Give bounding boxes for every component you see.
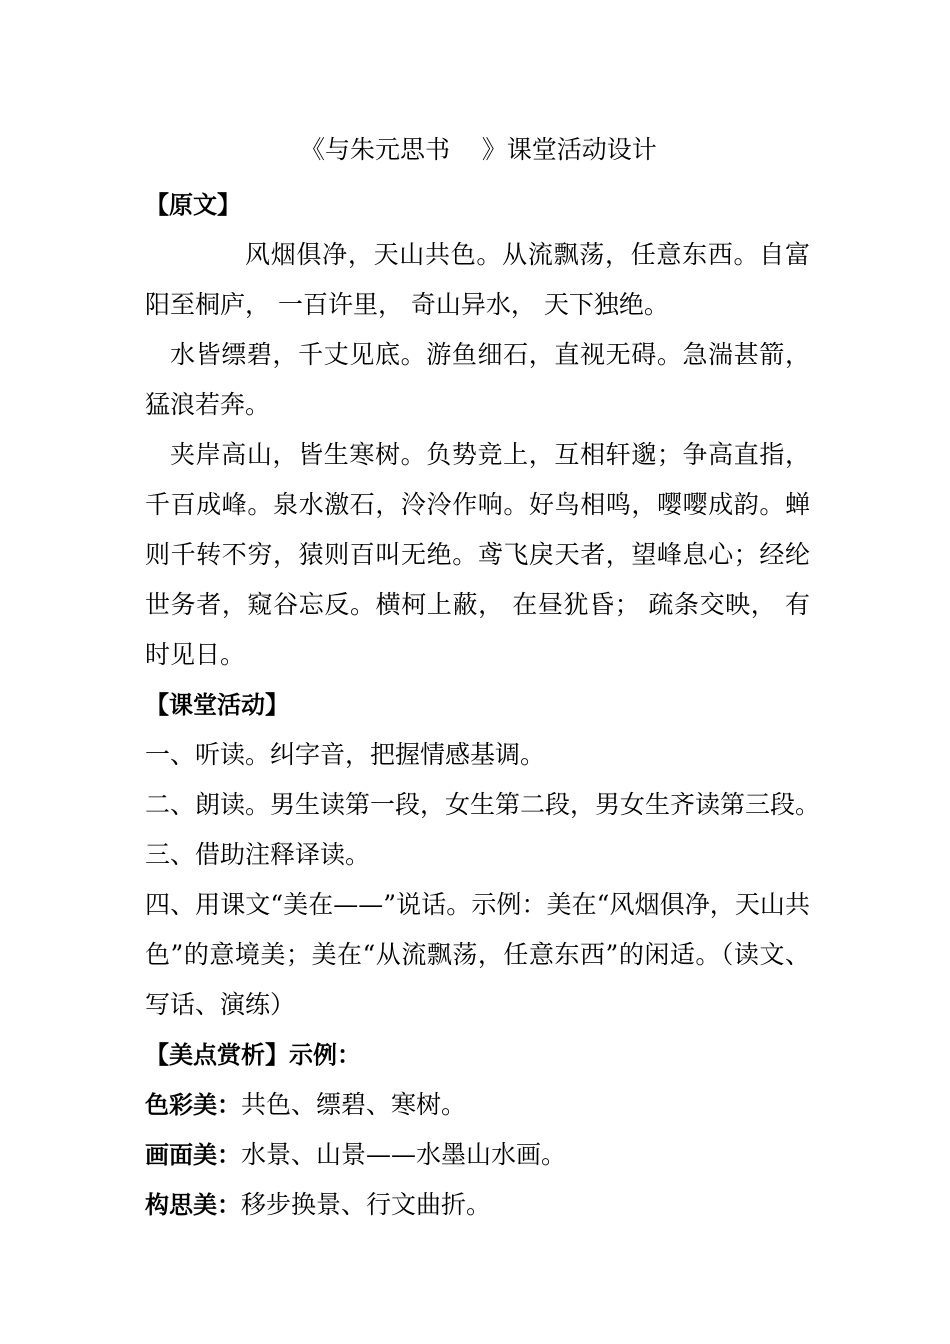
document-body xyxy=(145,180,821,1230)
original-paragraph-2: 水皆缥碧，千丈见底。游鱼细石，直视无碍。急湍甚箭，猛浪若奔。 xyxy=(145,340,810,419)
beauty-text: 共色、缥碧、寒树。 xyxy=(241,1090,467,1119)
beauty-item-picture xyxy=(145,1130,810,1180)
activity-item-3: 三、借助注释译读。 xyxy=(145,840,371,869)
beauty-label: 构思美： xyxy=(145,1191,241,1219)
document-title: 《与朱元思书 》课堂活动设计 xyxy=(300,135,657,164)
section-heading-original: 【原文】 xyxy=(145,191,241,219)
beauty-text: 移步换景、行文曲折。 xyxy=(241,1190,492,1219)
activity-item-1: 一、听读。纠字音，把握情感基调。 xyxy=(145,740,546,769)
activity-item-2: 二、朗读。男生读第一段，女生第二段，男女生齐读第三段。 xyxy=(145,790,821,819)
beauty-label: 画面美： xyxy=(145,1141,241,1169)
original-paragraph-1: 风烟俱净，天山共色。从流飘荡，任意东西。自富阳至桐庐， 一百许里， 奇山异水， 天下独绝。 xyxy=(145,240,810,319)
section-heading-beauty: 【美点赏析】示例： xyxy=(145,1041,361,1069)
beauty-item-structure xyxy=(145,1180,810,1230)
original-paragraph-3: 夹岸高山，皆生寒树。负势竞上，互相轩邈；争高直指，千百成峰。泉水激石，泠泠作响。好鸟相鸣，嘤嘤成韵。蝉则千转不穷，猿则百叫无绝。鸢飞戾天者，望峰息心；经纶世务者，窥谷忘反。横柯上蔽， 在昼犹昏； 疏条交映， 有时见日。 xyxy=(145,440,810,669)
section-heading-activities: 【课堂活动】 xyxy=(145,691,289,719)
beauty-text: 水景、山景——水墨山水画。 xyxy=(241,1140,567,1169)
beauty-label: 色彩美： xyxy=(145,1091,241,1119)
beauty-item-color xyxy=(145,1080,810,1130)
activity-item-4: 四、用课文“美在——”说话。示例：美在“风烟俱净，天山共色”的意境美；美在“从流飘荡，任意东西”的闲适。（读文、写话、演练） xyxy=(145,890,810,1019)
